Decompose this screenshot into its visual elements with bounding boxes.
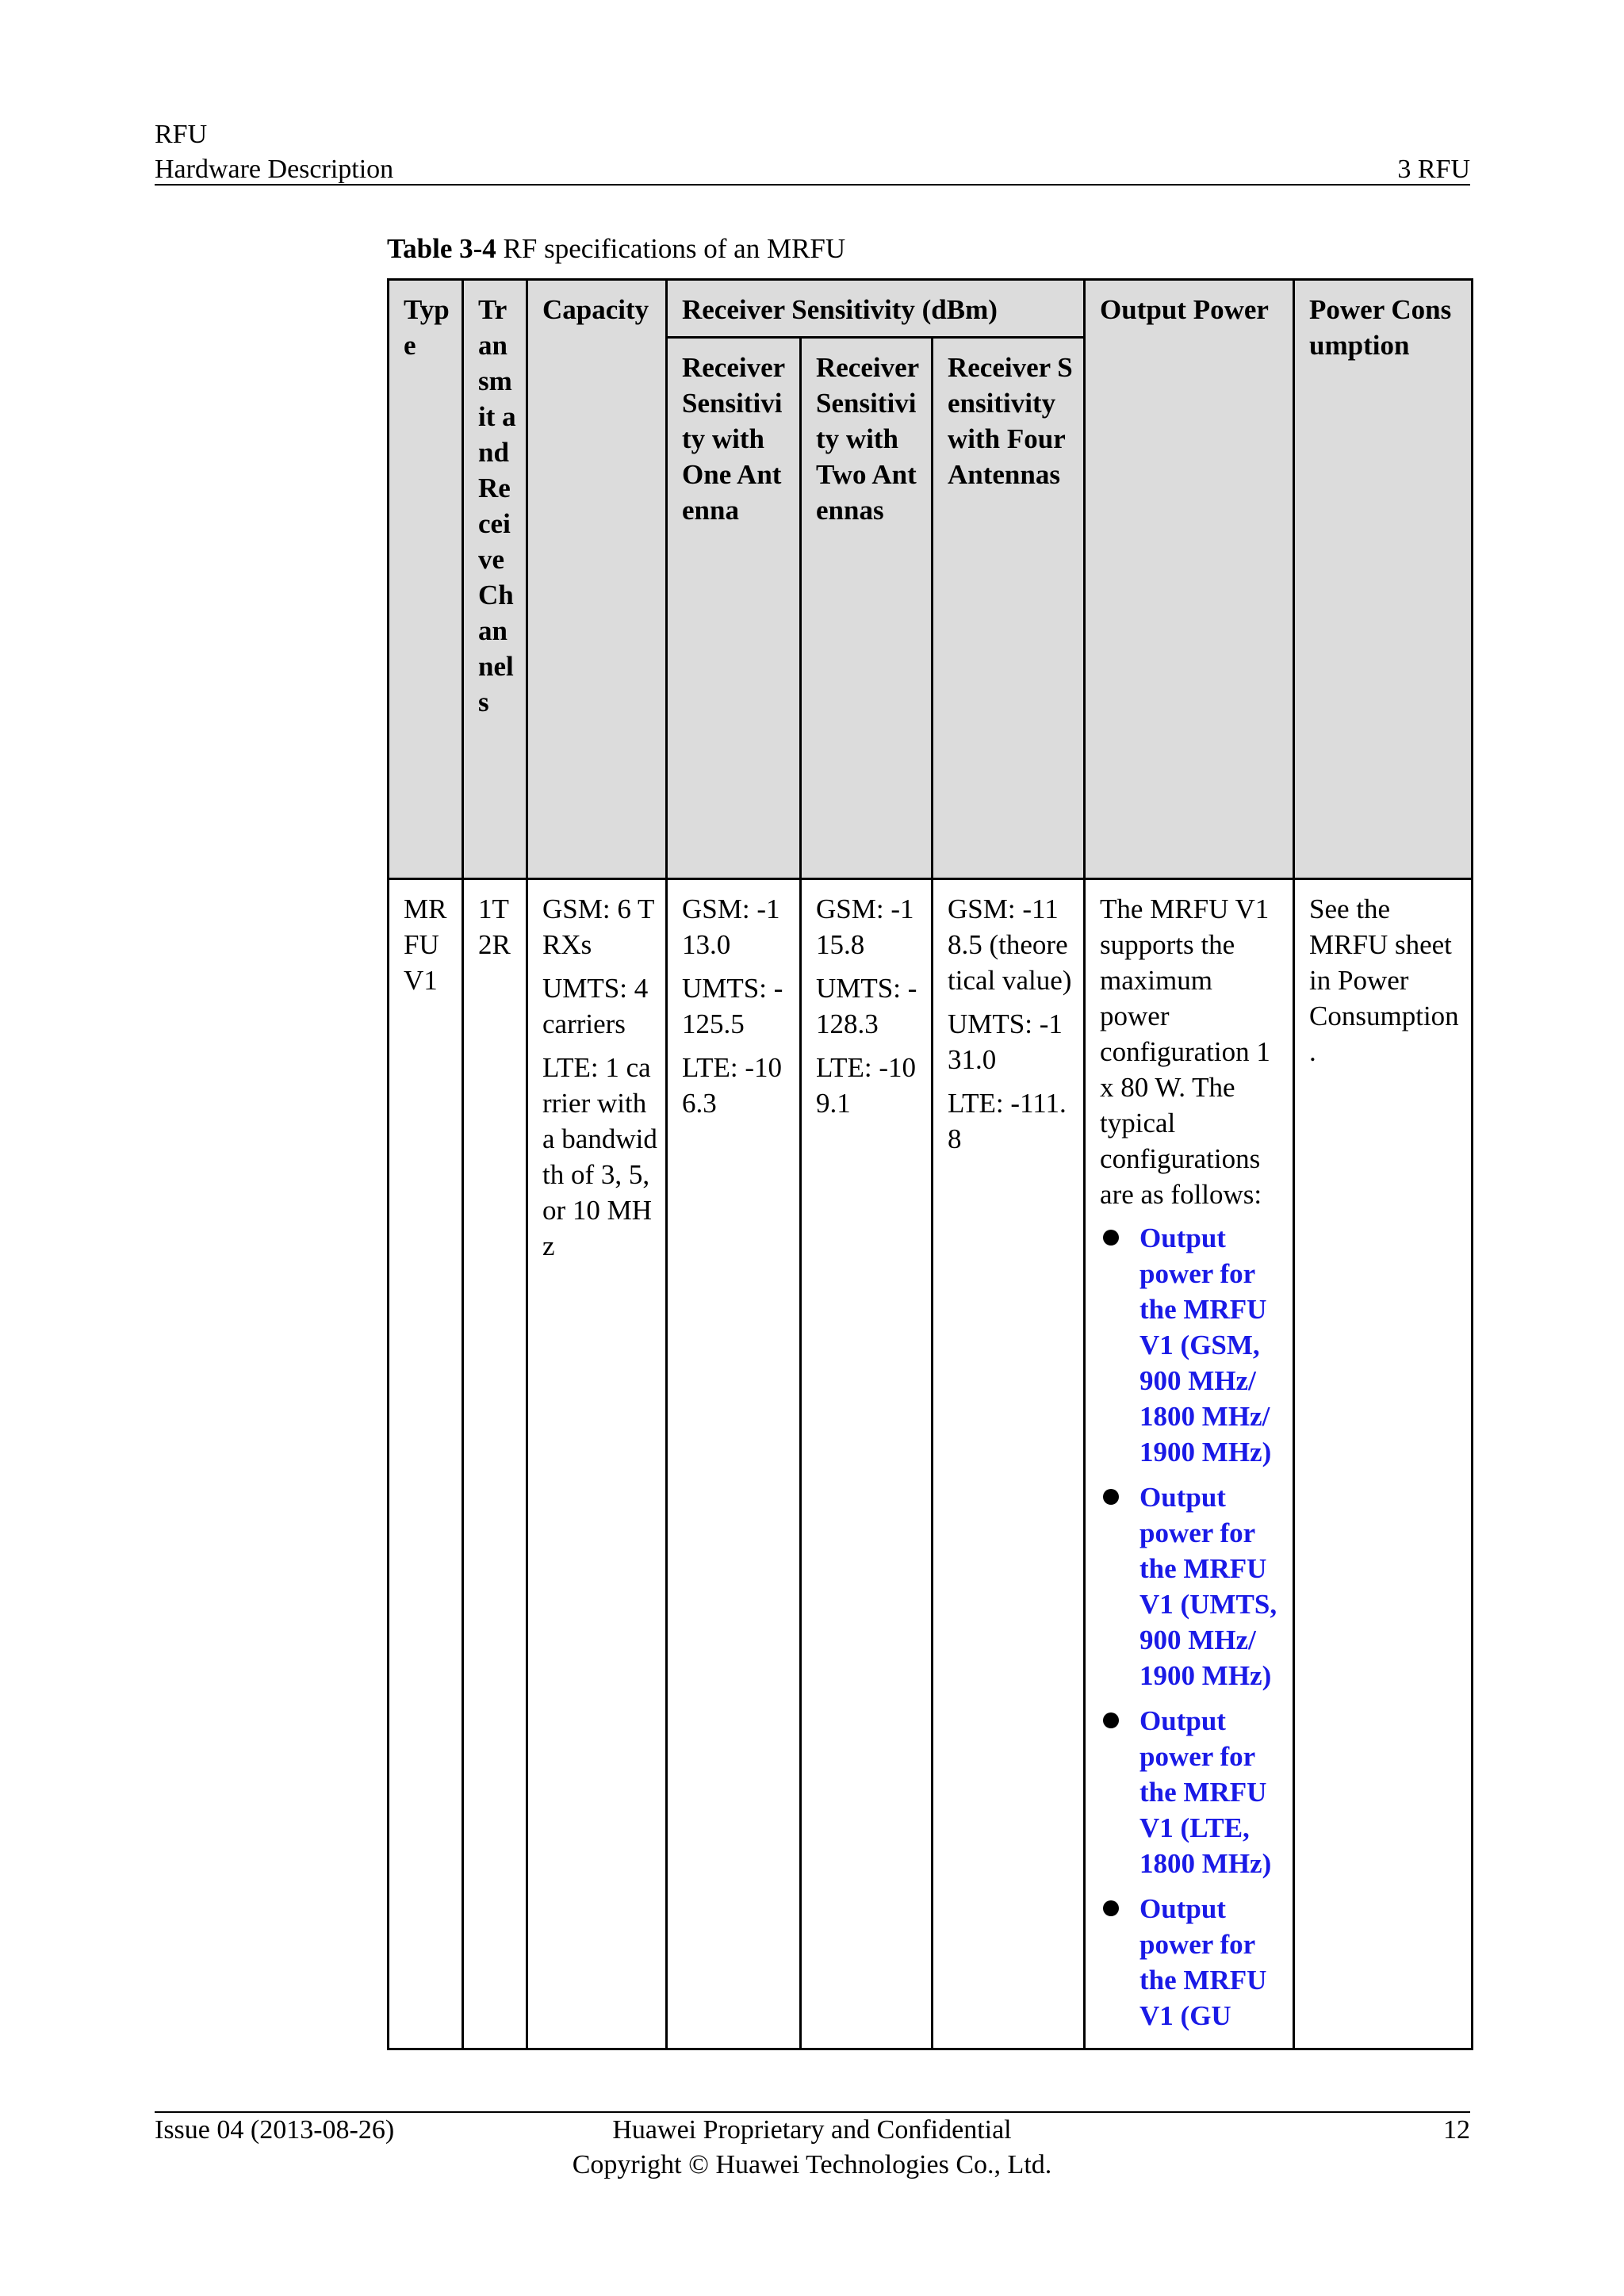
header-channels: Transmit and Receive Channels bbox=[463, 280, 527, 879]
header-capacity: Capacity bbox=[527, 280, 667, 879]
two-antennas-gsm: GSM: -115.8 bbox=[816, 894, 914, 960]
header-chapter: 3 RFU bbox=[1397, 155, 1470, 184]
header-output-power: Output Power bbox=[1085, 280, 1294, 879]
bullet-icon bbox=[1103, 1712, 1119, 1728]
table-caption-label: Table 3-4 bbox=[387, 233, 496, 264]
link-text: Output power for the MRFU V1 (UMTS, 900 MHz/ 1900 MHz) bbox=[1139, 1482, 1277, 1691]
cell-two-antennas bbox=[801, 879, 933, 2049]
footer-issue: Issue 04 (2013-08-26) bbox=[155, 2115, 395, 2145]
table-caption-text: RF specifications of an MRFU bbox=[496, 233, 846, 264]
link-text: Output power for the MRFU V1 (LTE, 1800 MHz) bbox=[1139, 1705, 1272, 1879]
cell-output-power bbox=[1085, 879, 1294, 2049]
footer-center bbox=[508, 2113, 1116, 2183]
header-document: Hardware Description bbox=[155, 155, 394, 184]
bullet-icon bbox=[1103, 1900, 1119, 1916]
four-antennas-umts: UMTS: -131.0 bbox=[948, 1008, 1063, 1075]
header-one-antenna: Receiver Sensitivity with One Antenna bbox=[667, 338, 801, 879]
cell-power-consumption: See the MRFU sheet in Power Consumption. bbox=[1294, 879, 1473, 2049]
header-receiver-sensitivity: Receiver Sensitivity (dBm) bbox=[667, 280, 1085, 338]
cell-capacity bbox=[527, 879, 667, 2049]
output-power-link-gsm[interactable] bbox=[1100, 1220, 1285, 1470]
bullet-icon bbox=[1103, 1489, 1119, 1505]
four-antennas-gsm: GSM: -118.5 (theoretical value) bbox=[948, 894, 1072, 996]
header-power-consumption: Power Consumption bbox=[1294, 280, 1473, 879]
rf-spec-table bbox=[387, 278, 1473, 2050]
two-antennas-umts: UMTS: -128.3 bbox=[816, 973, 917, 1039]
capacity-gsm: GSM: 6 TRXs bbox=[542, 894, 655, 960]
output-power-intro: The MRFU V1 supports the maximum power configuration 1 x 80 W. The typical configurations are as follows: bbox=[1100, 894, 1270, 1210]
page-header-left bbox=[155, 117, 393, 187]
footer-copyright: Copyright © Huawei Technologies Co., Ltd. bbox=[572, 2150, 1052, 2179]
cell-one-antenna bbox=[667, 879, 801, 2049]
output-power-link-lte[interactable] bbox=[1100, 1703, 1285, 1881]
output-power-link-gu[interactable] bbox=[1100, 1891, 1285, 2034]
table-row bbox=[389, 879, 1473, 2049]
cell-type: MRFU V1 bbox=[389, 879, 463, 2049]
four-antennas-lte: LTE: -111.8 bbox=[948, 1088, 1067, 1154]
cell-four-antennas bbox=[933, 879, 1085, 2049]
bullet-icon bbox=[1103, 1230, 1119, 1246]
one-antenna-umts: UMTS: -125.5 bbox=[682, 973, 783, 1039]
cell-channels: 1T2R bbox=[463, 879, 527, 2049]
header-two-antennas: Receiver Sensitivity with Two Antennas bbox=[801, 338, 933, 879]
capacity-umts: UMTS: 4 carriers bbox=[542, 973, 649, 1039]
page-number: 12 bbox=[1443, 2115, 1470, 2145]
one-antenna-lte: LTE: -106.3 bbox=[682, 1052, 783, 1119]
footer-confidential: Huawei Proprietary and Confidential bbox=[612, 2115, 1012, 2145]
output-power-link-umts[interactable] bbox=[1100, 1479, 1285, 1693]
header-four-antennas: Receiver Sensitivity with Four Antennas bbox=[933, 338, 1085, 879]
one-antenna-gsm: GSM: -113.0 bbox=[682, 894, 780, 960]
two-antennas-lte: LTE: -109.1 bbox=[816, 1052, 917, 1119]
link-text: Output power for the MRFU V1 (GU bbox=[1139, 1893, 1267, 2031]
header-rule bbox=[155, 184, 1470, 186]
header-product: RFU bbox=[155, 120, 208, 149]
output-power-links bbox=[1100, 1220, 1285, 2034]
header-type: Type bbox=[389, 280, 463, 879]
table-caption bbox=[387, 232, 845, 266]
capacity-lte: LTE: 1 carrier with a bandwidth of 3, 5, or 10 MHz bbox=[542, 1052, 657, 1261]
link-text: Output power for the MRFU V1 (GSM, 900 MHz/ 1800 MHz/ 1900 MHz) bbox=[1139, 1223, 1272, 1468]
